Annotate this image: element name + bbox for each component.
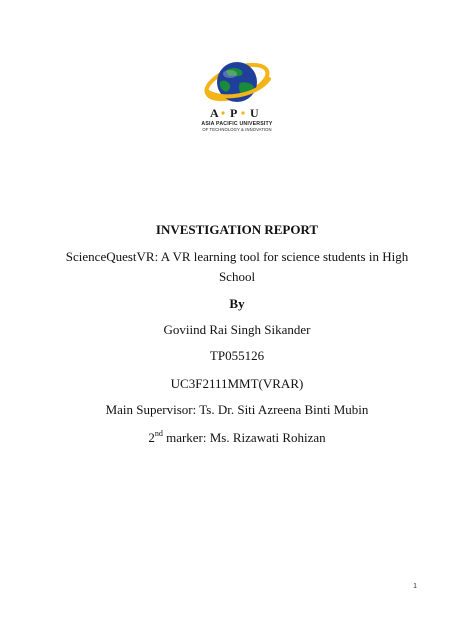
by-label: By [229, 296, 245, 311]
student-id: TP055126 [209, 348, 265, 363]
marker-ordinal-suffix: nd [154, 428, 163, 438]
author-name: Goviind Rai Singh Sikander [163, 322, 311, 337]
marker-number: 2 [148, 430, 155, 445]
logo-letter-a: A [210, 106, 219, 120]
main-supervisor: Main Supervisor: Ts. Dr. Siti Azreena Binti Mubin [105, 402, 369, 417]
intake-code: UC3F2111MMT(VRAR) [170, 376, 304, 391]
page-number: 1 [413, 583, 417, 590]
logo-letter-p: P [230, 106, 238, 120]
report-subtitle-line2: School [218, 269, 256, 284]
marker-text: marker: Ms. Rizawati Rohizan [162, 430, 326, 445]
university-name-line2: OF TECHNOLOGY & INNOVATION [202, 127, 272, 132]
report-title: INVESTIGATION REPORT [155, 222, 319, 237]
second-marker [0, 430, 474, 446]
logo-letter-u: U [250, 106, 259, 120]
university-name-line1: ASIA PACIFIC UNIVERSITY [201, 121, 273, 127]
report-subtitle-line1: ScienceQuestVR: A VR learning tool for science students in High [65, 249, 409, 264]
